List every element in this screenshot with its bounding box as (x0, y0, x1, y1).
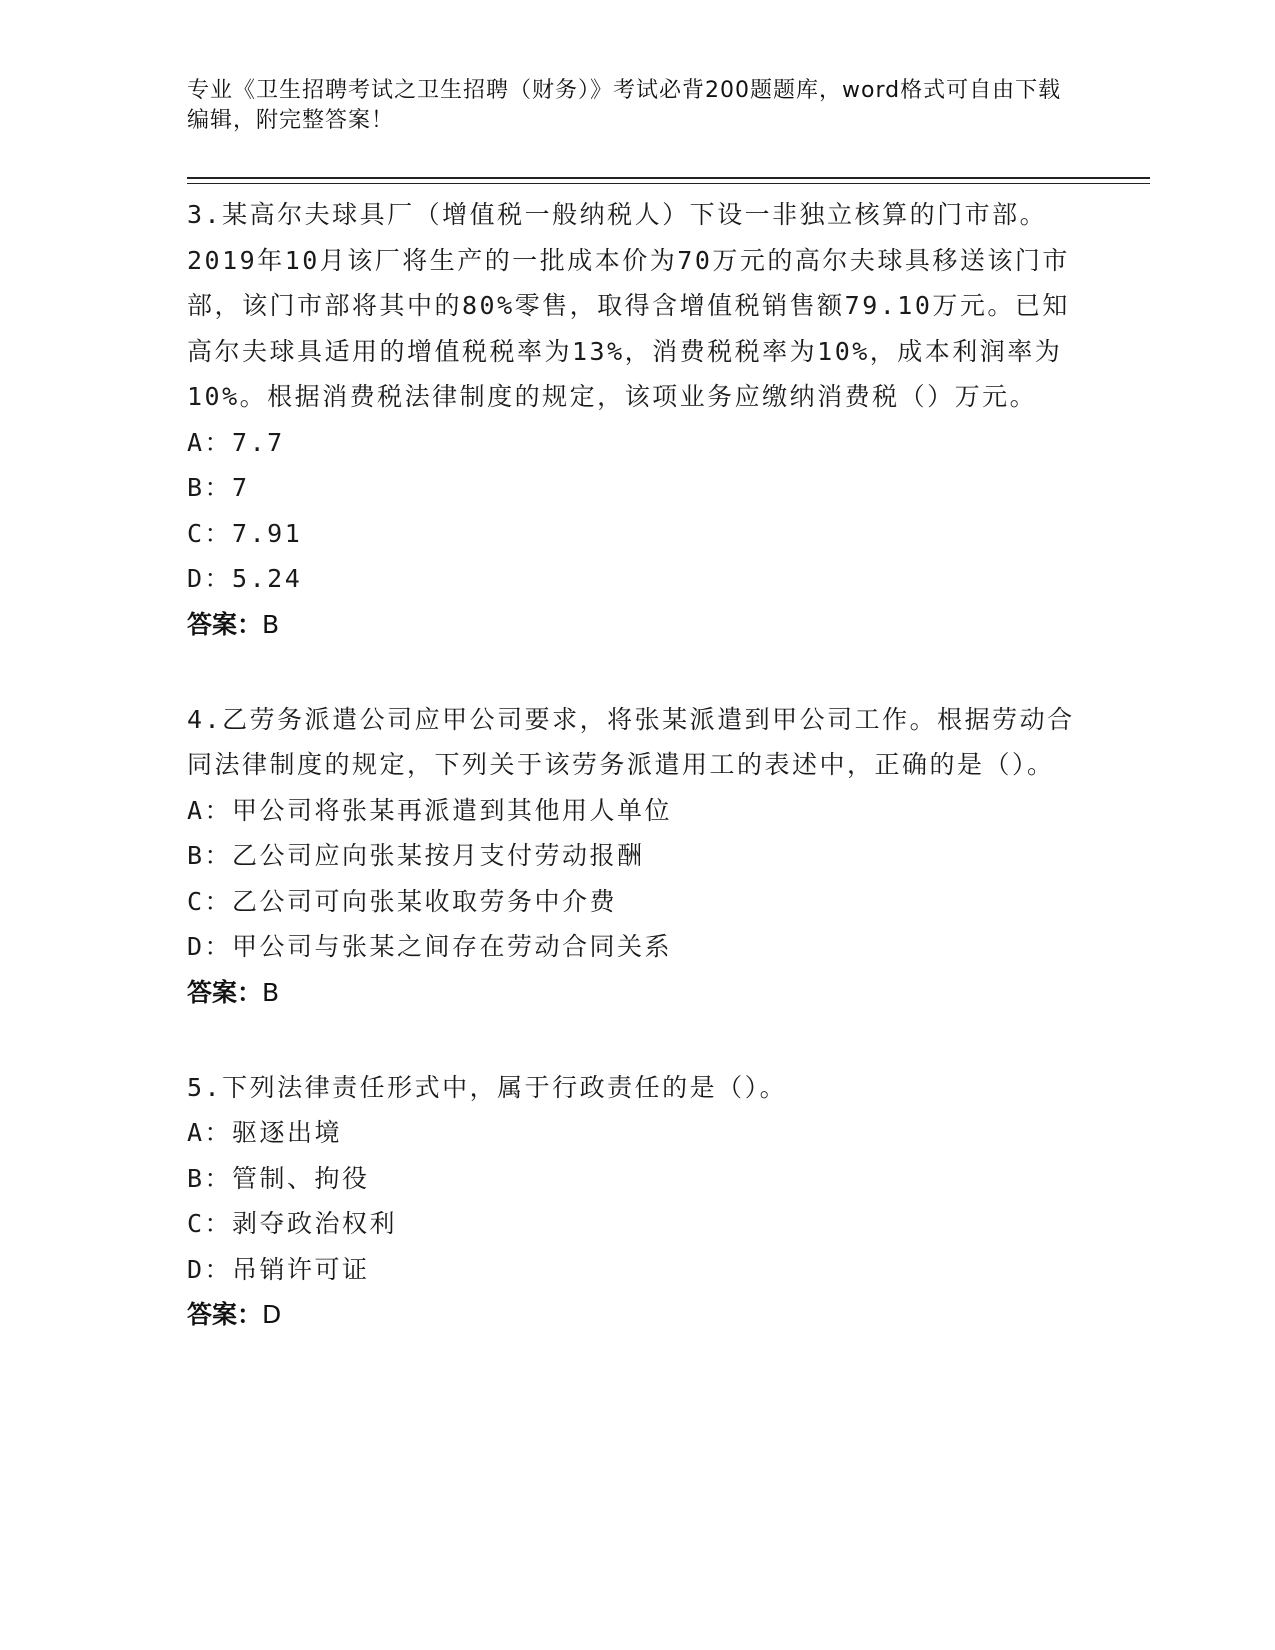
option-d: D：5.24 (187, 564, 303, 593)
option-a: A：甲公司将张某再派遣到其他用人单位 (187, 795, 673, 825)
option-d: D：甲公司与张某之间存在劳动合同关系 (187, 932, 673, 961)
question-3 (187, 192, 1087, 647)
question-list (187, 192, 1087, 1387)
header-divider (187, 177, 1150, 179)
question-5 (187, 1065, 1087, 1338)
answer-value: B (262, 977, 280, 1007)
option-d: D：吊销许可证 (187, 1254, 370, 1284)
question-stem: 4.乙劳务派遣公司应甲公司要求，将张某派遣到甲公司工作。根据劳动合同法律制度的规定，下列关于该劳务派遣用工的表述中，正确的是（）。 (187, 704, 1075, 779)
question-stem: 5.下列法律责任形式中，属于行政责任的是（）。 (187, 1072, 788, 1102)
answer-line (187, 1292, 1087, 1337)
option-a: A：7.7 (187, 427, 285, 457)
option-c: C：剥夺政治权利 (187, 1209, 398, 1238)
answer-value: B (262, 609, 280, 639)
answer-line (187, 970, 1087, 1015)
option-c: C：乙公司可向张某收取劳务中介费 (187, 886, 618, 916)
question-stem: 3.某高尔夫球具厂（增值税一般纳税人）下设一非独立核算的门市部。2019年10月该厂将生产的一批成本价为70万元的高尔夫球具移送该门市部，该门市部将其中的80%零售，取得含增值税销售额79.10万元。已知高尔夫球具适用的增值税税率为13%，消费税税率为10%，成本利润率为10%。根据消费税法律制度的规定，该项业务应缴纳消费税（）万元。 (187, 200, 1070, 411)
answer-line (187, 602, 1087, 647)
answer-value: D (262, 1300, 282, 1329)
option-b: B：7 (187, 473, 250, 502)
option-a: A：驱逐出境 (187, 1118, 343, 1147)
answer-label: 答案： (187, 609, 263, 639)
question-4 (187, 697, 1087, 1015)
answer-label: 答案： (187, 1300, 263, 1329)
option-b: B：乙公司应向张某按月支付劳动报酬 (187, 841, 645, 870)
document-header: 专业《卫生招聘考试之卫生招聘（财务）》考试必背200题题库，word格式可自由下载编辑，附完整答案！ (187, 78, 1062, 133)
option-c: C：7.91 (187, 518, 303, 548)
header-divider-thin (187, 183, 1150, 184)
option-b: B：管制、拘役 (187, 1163, 370, 1193)
answer-label: 答案： (187, 977, 263, 1007)
